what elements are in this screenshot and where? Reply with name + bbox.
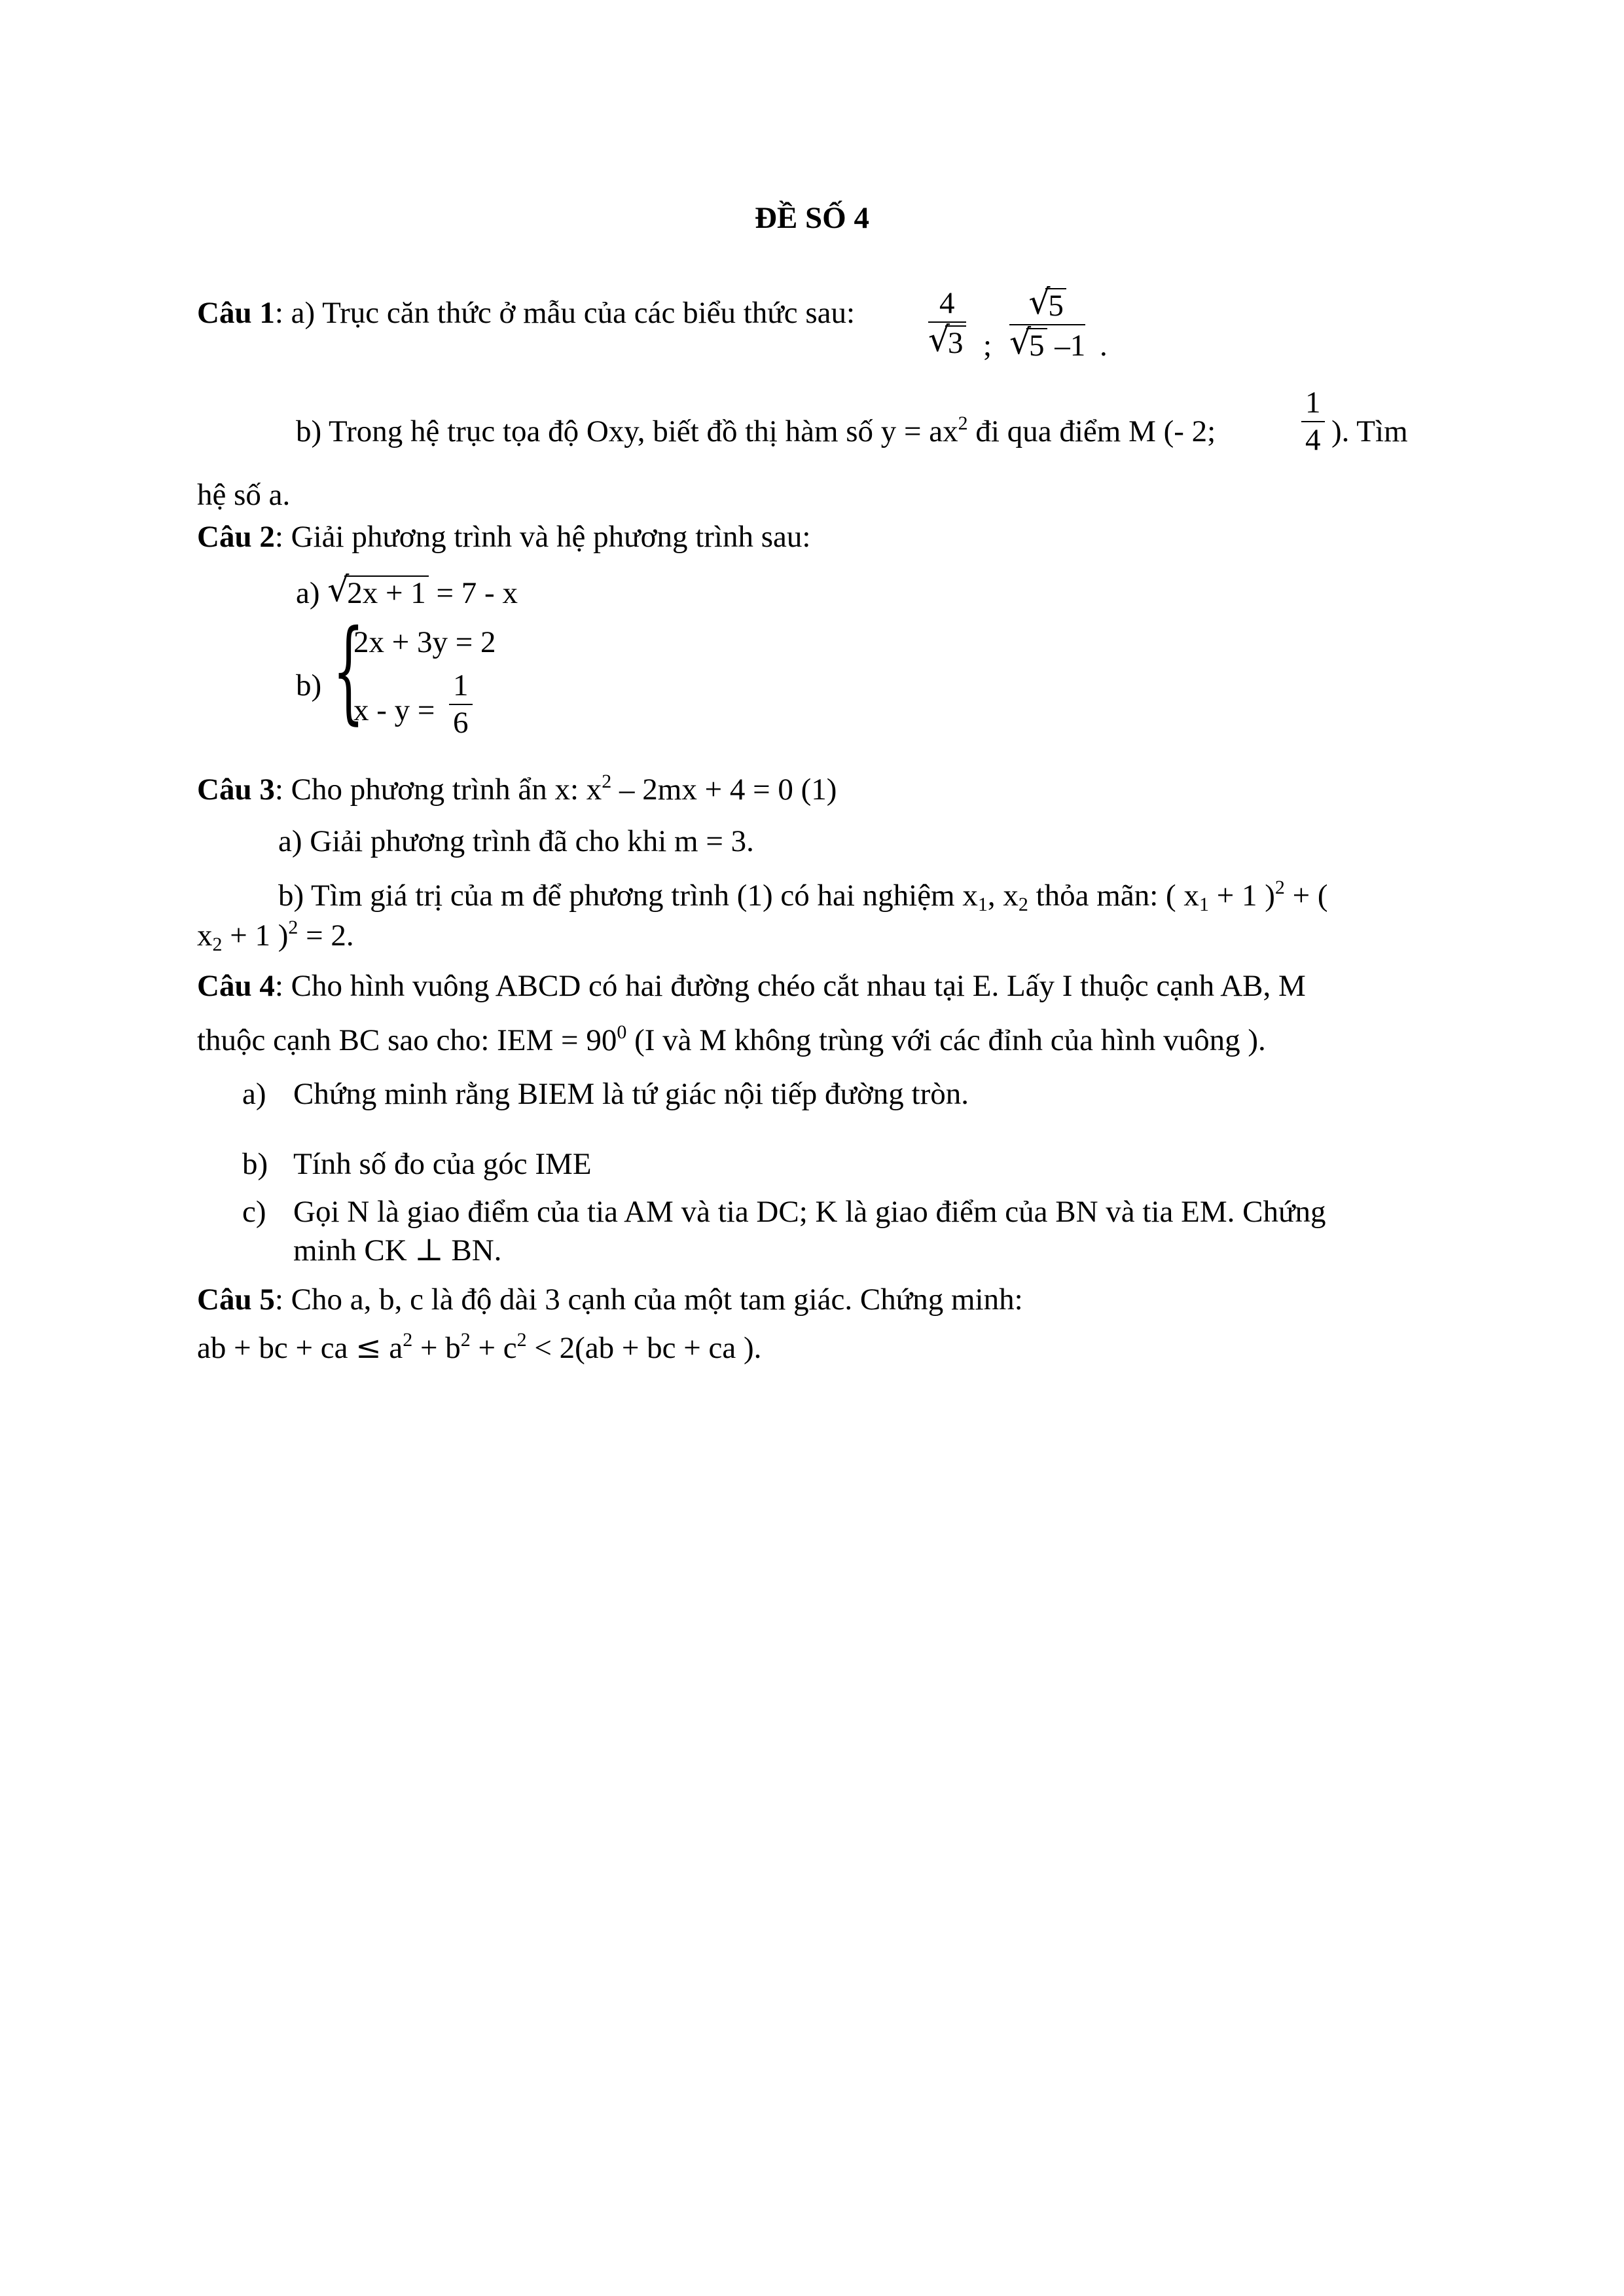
q4-label: Câu 4 bbox=[197, 969, 275, 1003]
q2-label: Câu 2 bbox=[197, 520, 275, 554]
exam-title: ĐỀ SỐ 4 bbox=[755, 201, 869, 235]
q2-a: a) √ 2x + 1 = 7 - x bbox=[296, 570, 518, 610]
q2-b-line1: 2x + 3y = 2 bbox=[353, 625, 496, 659]
q1-fraction-1 bbox=[924, 288, 970, 359]
q4-a: Chứng minh rằng BIEM là tứ giác nội tiếp đường tròn. bbox=[293, 1077, 969, 1111]
perpendicular-icon: ⊥ bbox=[414, 1232, 444, 1268]
q3-label: Câu 3 bbox=[197, 773, 275, 807]
q1-frac2-denominator-rest: –1 bbox=[1047, 329, 1086, 363]
q1-a-text: : a) Trục căn thức ở mẫu của các biểu thức sau: bbox=[274, 296, 856, 330]
q3-a: a) Giải phương trình đã cho khi m = 3. bbox=[278, 824, 754, 858]
q1-separator: ; bbox=[983, 329, 992, 363]
q4-c-marker: c) bbox=[242, 1195, 266, 1229]
q5-inequality: ab + bc + ca ≤ $a^2 + b^2 + c^2 < 2(ab$ + bc + ca ). bbox=[197, 1329, 762, 1366]
q1-b-text3: ). Tìm bbox=[1331, 414, 1408, 448]
q4-a-marker: a) bbox=[242, 1077, 266, 1111]
q4-c: Gọi N là giao điểm của tia AM và tia DC; K là giao điểm của BN và tia EM. Chứng bbox=[293, 1195, 1326, 1229]
q3-b-continuation: $x_2 + 1$ )$^2$ = 2. bbox=[197, 917, 354, 955]
q2-b-line2-prefix: x - y = bbox=[353, 693, 435, 727]
q2-b-prefix: b) bbox=[296, 668, 322, 702]
q1-line-a bbox=[197, 298, 855, 329]
q3-line-intro: Câu 3: Cho phương trình ẩn x: $x^2 - 2mx + 4 = 0$ (1) bbox=[197, 771, 837, 807]
q1-end-period: . bbox=[1100, 329, 1108, 363]
q2-line-intro: Câu 2: Giải phương trình và hệ phương trình sau: bbox=[197, 520, 811, 554]
q1-frac1-denominator: 3 bbox=[945, 325, 966, 359]
sqrt-icon: √ 3 bbox=[928, 325, 966, 359]
q2-b-fraction: $\frac{1}{6}$ bbox=[445, 670, 477, 738]
q4-line-intro2: thuộc cạnh BC sao cho: IEM = $90^0$ (I và M không trùng với các đỉnh của hình vuông ). bbox=[197, 1021, 1266, 1057]
q3-b: b) Tìm giá trị của m để phương trình (1) có hai nghiệm $x_1$, $x_2$ thỏa mãn: ( $x_1 + 1$ )$^2$ + ( bbox=[278, 877, 1328, 915]
q5-label: Câu 5 bbox=[197, 1283, 275, 1317]
q1-b-fraction: $\frac{1}{4}$ bbox=[1297, 388, 1329, 456]
q4-b: Tính số đo của góc IME bbox=[293, 1147, 592, 1181]
q1-frac2-denominator: 5 bbox=[1026, 328, 1047, 361]
q1-fraction-2 bbox=[1005, 283, 1089, 363]
q4-b-marker: b) bbox=[242, 1147, 268, 1181]
q1-frac2-numerator: 5 bbox=[1045, 288, 1066, 321]
q4-c-continuation: minh CK ⊥ BN. bbox=[293, 1232, 502, 1268]
q5-line-intro: Câu 5: Cho a, b, c là độ dài 3 cạnh của một tam giác. Chứng minh: bbox=[197, 1283, 1023, 1317]
q1-b-continuation: hệ số a. bbox=[197, 478, 291, 512]
less-equal-icon: ≤ bbox=[355, 1330, 382, 1366]
sqrt-icon: √ 2x + 1 bbox=[327, 575, 429, 609]
q1-label: Câu 1 bbox=[197, 296, 275, 330]
q4-line-intro: Câu 4: Cho hình vuông ABCD có hai đường chéo cắt nhau tại E. Lấy I thuộc cạnh AB, M bbox=[197, 969, 1306, 1003]
q1-frac1-numerator: 4 bbox=[928, 288, 966, 323]
sqrt-icon: √ 5 bbox=[1009, 328, 1047, 361]
q1-line-b: b) Trong hệ trục tọa độ Oxy, biết đồ thị hàm số $y = ax^2$ đi qua điểm M (- 2; bbox=[296, 412, 1216, 448]
sqrt-icon: √ 5 bbox=[1028, 288, 1066, 321]
left-brace-icon: { bbox=[333, 606, 365, 736]
